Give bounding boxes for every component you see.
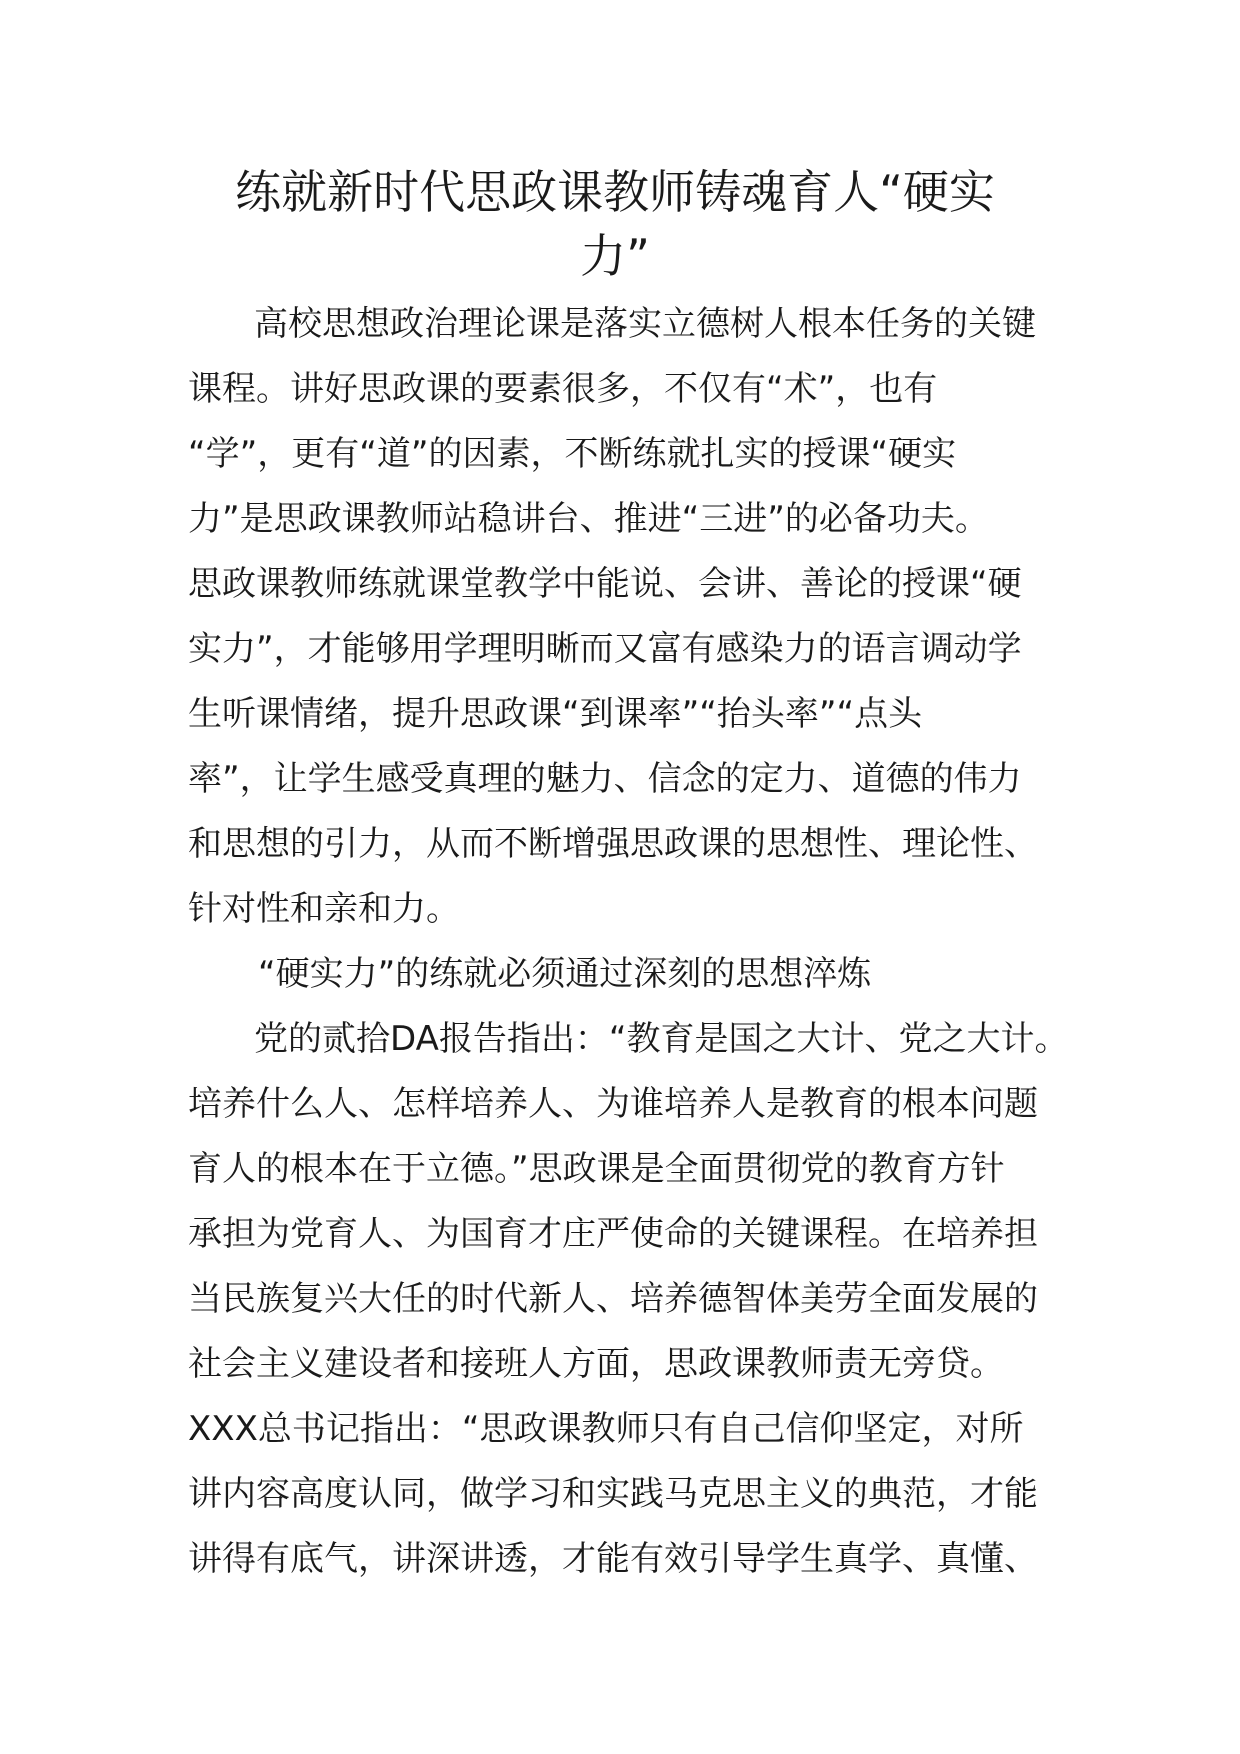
paragraph-1-line-10: 针对性和亲和力。 <box>188 889 460 929</box>
section-subheading: “硬实力”的练就必须通过深刻的思想淬炼 <box>258 954 872 994</box>
paragraph-2-line-1: 党的贰拾DA报告指出：“教育是国之大计、党之大计。 <box>254 1019 1069 1059</box>
paragraph-2-line-4: 承担为党育人、为国育才庄严使命的关键课程。在培养担 <box>188 1214 1038 1254</box>
paragraph-1-line-1: 高校思想政治理论课是落实立德树人根本任务的关键 <box>254 304 1036 344</box>
paragraph-2-line-6: 社会主义建设者和接班人方面，思政课教师责无旁贷。 <box>188 1344 1004 1384</box>
paragraph-2-line-3: 育人的根本在于立德。”思政课是全面贯彻党的教育方针 <box>188 1149 1005 1189</box>
paragraph-2-line-2: 培养什么人、怎样培养人、为谁培养人是教育的根本问题 <box>188 1084 1038 1124</box>
paragraph-2-line-7: XXX总书记指出：“思政课教师只有自己信仰坚定，对所 <box>188 1409 1024 1449</box>
title-line-2: 力” <box>580 229 650 283</box>
paragraph-2-line-8: 讲内容高度认同，做学习和实践马克思主义的典范，才能 <box>188 1474 1038 1514</box>
paragraph-1-line-2: 课程。讲好思政课的要素很多，不仅有“术”，也有 <box>188 369 938 409</box>
paragraph-2-line-5: 当民族复兴大任的时代新人、培养德智体美劳全面发展的 <box>188 1279 1038 1319</box>
paragraph-2-line-9: 讲得有底气，讲深讲透，才能有效引导学生真学、真懂、 <box>188 1539 1038 1579</box>
document-title <box>190 160 1040 288</box>
paragraph-1-line-4: 力”是思政课教师站稳讲台、推进“三进”的必备功夫。 <box>188 499 989 539</box>
paragraph-1-line-5: 思政课教师练就课堂教学中能说、会讲、善论的授课“硬 <box>188 564 1022 604</box>
paragraph-1-line-7: 生听课情绪，提升思政课“到课率”“抬头率”“点头 <box>188 694 923 734</box>
paragraph-1-line-3: “学”，更有“道”的因素，不断练就扎实的授课“硬实 <box>188 434 957 474</box>
paragraph-1-line-8: 率”，让学生感受真理的魅力、信念的定力、道德的伟力 <box>188 759 1022 799</box>
paragraph-1-line-6: 实力”，才能够用学理明晰而又富有感染力的语言调动学 <box>188 629 1022 669</box>
paragraph-1-line-9: 和思想的引力，从而不断增强思政课的思想性、理论性、 <box>188 824 1038 864</box>
title-line-1: 练就新时代思政课教师铸魂育人“硬实 <box>235 165 995 219</box>
